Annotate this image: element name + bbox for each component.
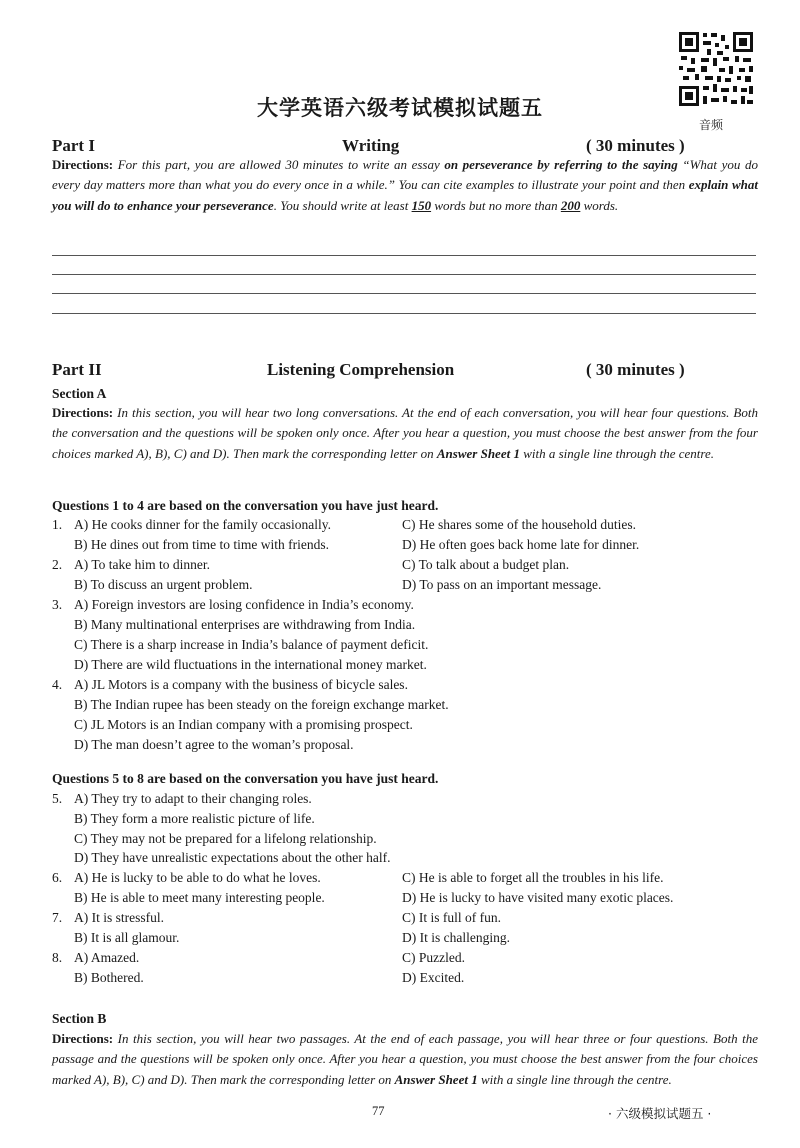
question-number: 1. [52, 517, 63, 532]
choice-c: C) He shares some of the household duties. [402, 517, 636, 532]
choice-b: B) He dines out from time to time with friends. [74, 537, 329, 552]
choice-b: B) The Indian rupee has been steady on the foreign exchange market. [74, 697, 449, 712]
question-row [52, 910, 762, 930]
section-a-directions [52, 403, 758, 464]
exam-title: 大学英语六级考试模拟试题五 [257, 96, 543, 120]
choice-c: C) Puzzled. [402, 950, 465, 965]
choice-d: D) To pass on an important message. [402, 577, 602, 592]
choice-d: D) He is lucky to have visited many exotic places. [402, 890, 674, 905]
choice-d: D) They have unrealistic expectations about the other half. [74, 850, 391, 865]
writing-line [52, 293, 756, 294]
choice-b: B) To discuss an urgent problem. [74, 577, 253, 592]
part1-directions [52, 155, 758, 216]
writing-line [52, 274, 756, 275]
directions-bold: explain what you will do to enhance your perseverance [52, 177, 758, 213]
question-row [52, 597, 762, 617]
questions-1-4-heading: Questions 1 to 4 are based on the conversation you have just heard. [52, 498, 439, 513]
question-row [52, 850, 762, 870]
question-row [52, 637, 762, 657]
choice-a: A) It is stressful. [74, 910, 164, 925]
directions-text: with a single line through the centre. [477, 1071, 672, 1087]
directions-label: Directions: [52, 405, 114, 420]
question-row [52, 737, 762, 757]
choice-d: D) It is challenging. [402, 930, 510, 945]
section-b-directions [52, 1029, 758, 1090]
choice-a: A) Amazed. [74, 950, 140, 965]
choice-d: D) The man doesn’t agree to the woman’s proposal. [74, 737, 354, 752]
choice-c: C) There is a sharp increase in India’s balance of payment deficit. [74, 637, 429, 652]
question-row [52, 930, 762, 950]
directions-text: In this section, you will hear two long conversations. At the end of each conversation, you will hear four questions. Both the conversation and the questions will be spoken only once. After you hear a question, you must choose the best answer from the four choices marked A), B), C) and D). Then mark the corresponding letter on [52, 405, 758, 461]
writing-line [52, 313, 756, 314]
question-row [52, 677, 762, 697]
question-row [52, 831, 762, 851]
choice-a: A) JL Motors is a company with the business of bicycle sales. [74, 677, 408, 692]
section-a-title: Section A [52, 386, 107, 401]
choice-a: A) Foreign investors are losing confidence in India’s economy. [74, 597, 414, 612]
directions-text: For this part, you are allowed 30 minutes to write an essay [113, 157, 445, 172]
part2-name: Listening Comprehension [267, 360, 455, 379]
question-number: 6. [52, 870, 63, 885]
section-b-title: Section B [52, 1011, 107, 1026]
directions-text: words but no more than [431, 197, 561, 213]
directions-text: . You should write at least [273, 197, 412, 213]
qr-audio-label: 音频 [699, 118, 724, 132]
choice-d: D) There are wild fluctuations in the international money market. [74, 657, 427, 672]
directions-bold: on perseverance by referring to the saying [444, 157, 678, 172]
answer-sheet-ref: Answer Sheet 1 [436, 445, 520, 461]
choice-a: A) He is lucky to be able to do what he loves. [74, 870, 321, 885]
question-row [52, 577, 762, 597]
question-row [52, 870, 762, 890]
running-footer: · 六级模拟试题五 · [608, 1106, 712, 1121]
question-number: 4. [52, 677, 63, 692]
question-row [52, 811, 762, 831]
choice-b: B) He is able to meet many interesting people. [74, 890, 325, 905]
question-number: 2. [52, 557, 63, 572]
directions-text: “What you do every day matters more than what you do every once in a while.” You can cite examples to illustrate your point and then [52, 157, 758, 193]
choice-b: B) It is all glamour. [74, 930, 180, 945]
part1-name: Writing [342, 136, 400, 155]
question-row [52, 717, 762, 737]
question-number: 5. [52, 791, 63, 806]
choice-a: A) To take him to dinner. [74, 557, 211, 572]
part2-label: Part II [52, 360, 102, 379]
choice-c: C) It is full of fun. [402, 910, 501, 925]
directions-text: words. [580, 197, 619, 213]
choice-c: C) JL Motors is an Indian company with a promising prospect. [74, 717, 413, 732]
max-words: 200 [560, 197, 581, 213]
choice-a: A) They try to adapt to their changing roles. [74, 791, 312, 806]
question-row [52, 557, 762, 577]
part1-time: ( 30 minutes ) [586, 136, 685, 155]
directions-label: Directions: [52, 157, 114, 172]
question-number: 3. [52, 597, 63, 612]
part2-header [52, 360, 762, 382]
question-row [52, 657, 762, 677]
question-row [52, 890, 762, 910]
min-words: 150 [411, 197, 432, 213]
choice-c: C) They may not be prepared for a lifelong relationship. [74, 831, 377, 846]
qr-code-icon [677, 30, 755, 108]
part2-time: ( 30 minutes ) [586, 360, 685, 379]
choice-c: C) To talk about a budget plan. [402, 557, 570, 572]
choice-c: C) He is able to forget all the troubles in his life. [402, 870, 664, 885]
directions-text: In this section, you will hear two passages. At the end of each passage, you will hear three or four questions. Both the passage and the questions will be spoken only once. After you hear a question, you must choose the best answer from the four choices marked A), B), C) and D). Then mark the corresponding letter on [52, 1031, 758, 1087]
questions-5-8-heading: Questions 5 to 8 are based on the conversation you have just heard. [52, 771, 439, 786]
question-row [52, 517, 762, 537]
question-row [52, 970, 762, 990]
question-row [52, 791, 762, 811]
choice-b: B) They form a more realistic picture of life. [74, 811, 315, 826]
choice-b: B) Many multinational enterprises are withdrawing from India. [74, 617, 416, 632]
choice-b: B) Bothered. [74, 970, 144, 985]
question-row [52, 950, 762, 970]
page-number: 77 [372, 1104, 385, 1118]
question-row [52, 617, 762, 637]
question-row [52, 697, 762, 717]
part1-label: Part I [52, 136, 95, 155]
question-row [52, 537, 762, 557]
choice-d: D) He often goes back home late for dinner. [402, 537, 640, 552]
answer-sheet-ref: Answer Sheet 1 [394, 1071, 478, 1087]
writing-line [52, 255, 756, 256]
choice-d: D) Excited. [402, 970, 465, 985]
question-number: 7. [52, 910, 63, 925]
question-number: 8. [52, 950, 63, 965]
choice-a: A) He cooks dinner for the family occasionally. [74, 517, 332, 532]
directions-text: with a single line through the centre. [519, 445, 714, 461]
directions-label: Directions: [52, 1031, 114, 1046]
